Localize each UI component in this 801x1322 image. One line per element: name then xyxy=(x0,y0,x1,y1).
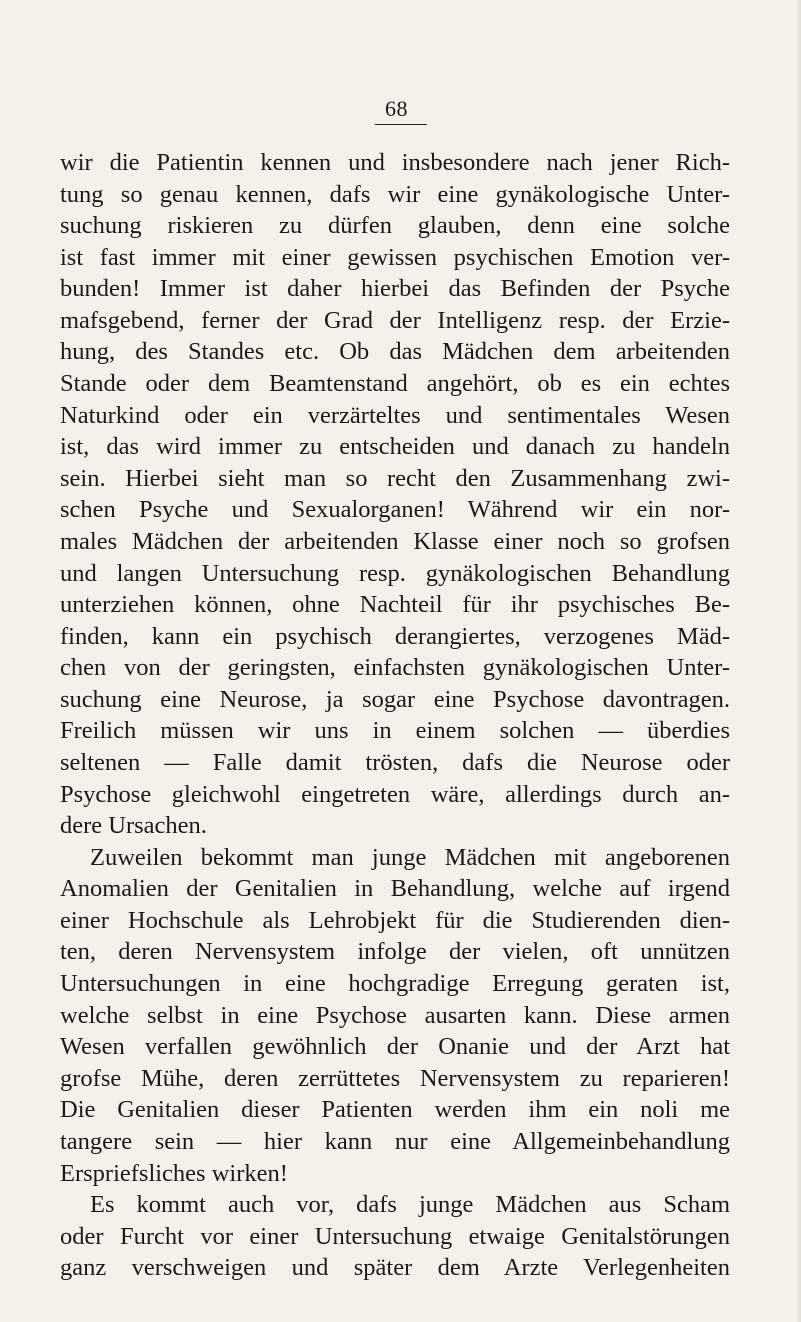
text-line: welche selbst in eine Psychose ausarten kann. Diese armen xyxy=(60,1001,730,1029)
text-line: ten, deren Nervensystem infolge der vielen, oft unnützen xyxy=(60,938,730,966)
text-line: Wesen verfallen gewöhnlich der Onanie und der Arzt hat xyxy=(60,1033,730,1061)
text-line: males Mädchen der arbeitenden Klasse einer noch so grofsen xyxy=(60,527,730,555)
text-line: suchung riskieren zu dürfen glauben, denn eine solche xyxy=(60,212,730,240)
text-line: tung so genau kennen, dafs wir eine gynäkologische Unter- xyxy=(60,180,730,208)
text-line: sein. Hierbei sieht man so recht den Zusammenhang zwi- xyxy=(60,464,730,492)
text-line: Es kommt auch vor, dafs junge Mädchen aus Scham xyxy=(90,1191,730,1219)
body-text xyxy=(60,147,730,1284)
text-line: finden, kann ein psychisch derangiertes, verzogenes Mäd- xyxy=(60,622,730,650)
page-edge-shadow xyxy=(795,0,801,1322)
text-line: Die Genitalien dieser Patienten werden ihm ein noli me xyxy=(60,1096,730,1124)
text-line: tangere sein — hier kann nur eine Allgemeinbehandlung xyxy=(60,1127,730,1155)
text-line: ist, das wird immer zu entscheiden und danach zu handeln xyxy=(60,433,730,461)
text-line: dere Ursachen. xyxy=(60,812,207,840)
text-line: suchung eine Neurose, ja sogar eine Psychose davontragen. xyxy=(60,685,730,713)
text-line: Naturkind oder ein verzärteltes und sentimentales Wesen xyxy=(60,401,730,429)
text-line: grofse Mühe, deren zerrüttetes Nervensystem zu reparieren! xyxy=(60,1064,730,1092)
text-line: ganz verschweigen und später dem Arzte Verlegenheiten xyxy=(60,1254,730,1282)
text-line: einer Hochschule als Lehrobjekt für die Studierenden dien- xyxy=(60,906,730,934)
text-line: bunden! Immer ist daher hierbei das Befinden der Psyche xyxy=(60,275,730,303)
text-line: wir die Patientin kennen und insbesondere nach jener Rich- xyxy=(60,149,730,176)
text-line: Anomalien der Genitalien in Behandlung, welche auf irgend xyxy=(60,875,730,903)
text-line: Erspriefsliches wirken! xyxy=(60,1159,288,1187)
text-line: mafsgebend, ferner der Grad der Intelligenz resp. der Erzie- xyxy=(60,306,730,334)
text-line: chen von der geringsten, einfachsten gynäkologischen Unter- xyxy=(60,654,730,682)
page-number: 68 xyxy=(385,96,408,121)
text-line: unterziehen können, ohne Nachteil für ihr psychisches Be- xyxy=(60,591,730,619)
text-line: Untersuchungen in eine hochgradige Erregung geraten ist, xyxy=(60,970,730,998)
text-line: Zuweilen bekommt man junge Mädchen mit angeborenen xyxy=(90,843,730,871)
text-line: oder Furcht vor einer Untersuchung etwaige Genitalstörungen xyxy=(60,1222,730,1250)
text-line: hung, des Standes etc. Ob das Mädchen dem arbeitenden xyxy=(60,338,730,366)
text-line: und langen Untersuchung resp. gynäkologischen Behandlung xyxy=(60,559,730,587)
page-number-rule xyxy=(375,124,427,125)
text-line: schen Psyche und Sexualorganen! Während wir ein nor- xyxy=(60,496,730,524)
text-line: Psychose gleichwohl eingetreten wäre, allerdings durch an- xyxy=(60,780,730,808)
text-line: seltenen — Falle damit trösten, dafs die Neurose oder xyxy=(60,748,730,776)
text-line: ist fast immer mit einer gewissen psychischen Emotion ver- xyxy=(60,243,730,271)
text-line: Freilich müssen wir uns in einem solchen — überdies xyxy=(60,717,730,745)
text-line: Stande oder dem Beamtenstand angehört, ob es ein echtes xyxy=(60,370,730,398)
